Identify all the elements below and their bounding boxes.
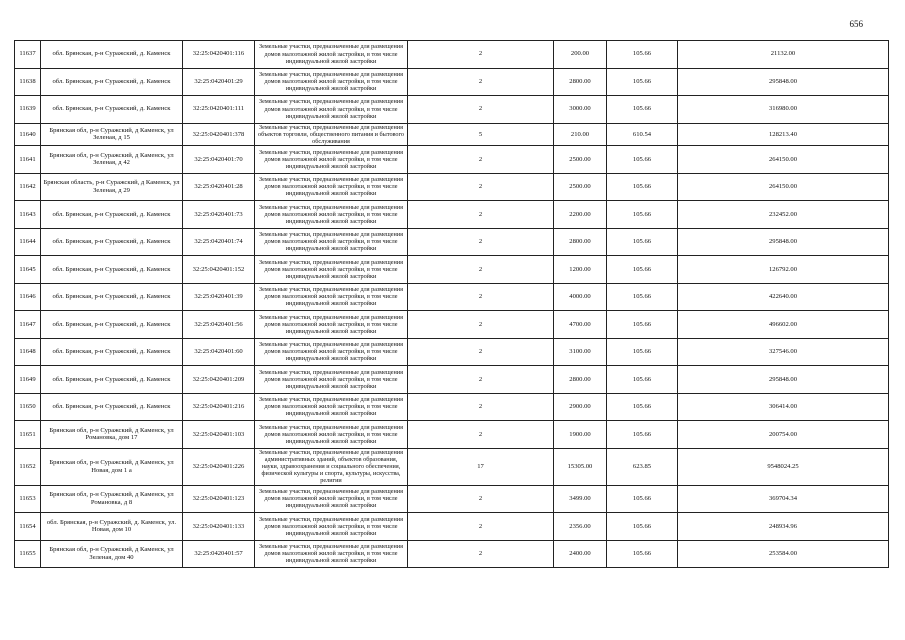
row-number-cell: 11653 bbox=[15, 485, 41, 513]
table-row bbox=[15, 366, 889, 394]
cadastral-value-cell: 248934.96 bbox=[678, 513, 889, 541]
cadastral-value-cell: 369704.34 bbox=[678, 485, 889, 513]
table-row bbox=[15, 173, 889, 201]
cadastral-value-cell: 295848.00 bbox=[678, 228, 889, 256]
land-use-cell: Земельные участки, предназначенные для размещения домов малоэтажной жилой застройки, в том числе индивидуальной жилой застройки bbox=[255, 96, 408, 124]
use-group-cell: 2 bbox=[408, 421, 554, 449]
cadastral-value-cell: 264150.00 bbox=[678, 146, 889, 174]
cadastral-number-cell: 32:25:0420401:57 bbox=[183, 540, 255, 568]
specific-value-cell: 105.66 bbox=[607, 146, 678, 174]
table-row bbox=[15, 421, 889, 449]
area-cell: 1200.00 bbox=[554, 256, 607, 284]
row-number-cell: 11638 bbox=[15, 68, 41, 96]
cadastral-value-cell: 253584.00 bbox=[678, 540, 889, 568]
specific-value-cell: 105.66 bbox=[607, 256, 678, 284]
cadastral-number-cell: 32:25:0420401:60 bbox=[183, 338, 255, 366]
row-number-cell: 11651 bbox=[15, 421, 41, 449]
land-use-cell: Земельные участки, предназначенные для размещения домов малоэтажной жилой застройки, в том числе индивидуальной жилой застройки bbox=[255, 421, 408, 449]
table-row bbox=[15, 41, 889, 69]
land-use-cell: Земельные участки, предназначенные для размещения домов малоэтажной жилой застройки, в том числе индивидуальной жилой застройки bbox=[255, 540, 408, 568]
row-number-cell: 11654 bbox=[15, 513, 41, 541]
cadastral-value-cell: 306414.00 bbox=[678, 393, 889, 421]
area-cell: 15305.00 bbox=[554, 448, 607, 485]
table-row bbox=[15, 283, 889, 311]
land-use-cell: Земельные участки, предназначенные для размещения объектов торговли, общественного питания и бытового обслуживания bbox=[255, 123, 408, 146]
cadastral-value-cell: 496602.00 bbox=[678, 311, 889, 339]
land-use-cell: Земельные участки, предназначенные для размещения домов малоэтажной жилой застройки, в том числе индивидуальной жилой застройки bbox=[255, 201, 408, 229]
use-group-cell: 2 bbox=[408, 311, 554, 339]
land-use-cell: Земельные участки, предназначенные для размещения домов малоэтажной жилой застройки, в том числе индивидуальной жилой застройки bbox=[255, 366, 408, 394]
use-group-cell: 2 bbox=[408, 68, 554, 96]
area-cell: 3499.00 bbox=[554, 485, 607, 513]
use-group-cell: 2 bbox=[408, 96, 554, 124]
specific-value-cell: 105.66 bbox=[607, 311, 678, 339]
land-use-cell: Земельные участки, предназначенные для размещения домов малоэтажной жилой застройки, в том числе индивидуальной жилой застройки bbox=[255, 173, 408, 201]
land-use-cell: Земельные участки, предназначенные для размещения домов малоэтажной жилой застройки, в том числе индивидуальной жилой застройки bbox=[255, 513, 408, 541]
cadastral-value-cell: 295848.00 bbox=[678, 366, 889, 394]
cadastral-number-cell: 32:25:0420401:103 bbox=[183, 421, 255, 449]
area-cell: 2500.00 bbox=[554, 146, 607, 174]
address-cell: Брянская обл, р-н Суражский, д Каменск, ул Зеленая, дом 40 bbox=[41, 540, 183, 568]
table-row bbox=[15, 485, 889, 513]
cadastral-number-cell: 32:25:0420401:74 bbox=[183, 228, 255, 256]
cadastral-number-cell: 32:25:0420401:116 bbox=[183, 41, 255, 69]
area-cell: 2356.00 bbox=[554, 513, 607, 541]
specific-value-cell: 105.66 bbox=[607, 366, 678, 394]
cadastral-number-cell: 32:25:0420401:56 bbox=[183, 311, 255, 339]
area-cell: 1900.00 bbox=[554, 421, 607, 449]
use-group-cell: 17 bbox=[408, 448, 554, 485]
use-group-cell: 5 bbox=[408, 123, 554, 146]
cadastral-number-cell: 32:25:0420401:39 bbox=[183, 283, 255, 311]
use-group-cell: 2 bbox=[408, 283, 554, 311]
specific-value-cell: 623.85 bbox=[607, 448, 678, 485]
address-cell: Брянская область, р-н Суражский, д Каменск, ул Зеленая, д 29 bbox=[41, 173, 183, 201]
table-row bbox=[15, 256, 889, 284]
area-cell: 2200.00 bbox=[554, 201, 607, 229]
land-use-cell: Земельные участки, предназначенные для размещения домов малоэтажной жилой застройки, в том числе индивидуальной жилой застройки bbox=[255, 393, 408, 421]
table-row bbox=[15, 393, 889, 421]
cadastral-value-cell: 327546.00 bbox=[678, 338, 889, 366]
area-cell: 2900.00 bbox=[554, 393, 607, 421]
table-row bbox=[15, 68, 889, 96]
row-number-cell: 11642 bbox=[15, 173, 41, 201]
land-use-cell: Земельные участки, предназначенные для размещения домов малоэтажной жилой застройки, в том числе индивидуальной жилой застройки bbox=[255, 256, 408, 284]
land-use-cell: Земельные участки, предназначенные для размещения домов малоэтажной жилой застройки, в том числе индивидуальной жилой застройки bbox=[255, 283, 408, 311]
cadastral-number-cell: 32:25:0420401:152 bbox=[183, 256, 255, 284]
use-group-cell: 2 bbox=[408, 41, 554, 69]
row-number-cell: 11643 bbox=[15, 201, 41, 229]
specific-value-cell: 610.54 bbox=[607, 123, 678, 146]
address-cell: обл. Брянская, р-н Суражский, д. Каменск bbox=[41, 311, 183, 339]
cadastral-number-cell: 32:25:0420401:209 bbox=[183, 366, 255, 394]
address-cell: обл. Брянская, р-н Суражский, д. Каменск bbox=[41, 283, 183, 311]
use-group-cell: 2 bbox=[408, 146, 554, 174]
table-body bbox=[15, 41, 889, 568]
cadastral-value-cell: 295848.00 bbox=[678, 68, 889, 96]
area-cell: 2800.00 bbox=[554, 228, 607, 256]
land-use-cell: Земельные участки, предназначенные для размещения домов малоэтажной жилой застройки, в том числе индивидуальной жилой застройки bbox=[255, 41, 408, 69]
use-group-cell: 2 bbox=[408, 366, 554, 394]
area-cell: 2500.00 bbox=[554, 173, 607, 201]
address-cell: обл. Брянская, р-н Суражский, д. Каменск bbox=[41, 393, 183, 421]
address-cell: обл. Брянская, р-н Суражский, д. Каменск, ул. Новая, дом 10 bbox=[41, 513, 183, 541]
specific-value-cell: 105.66 bbox=[607, 68, 678, 96]
row-number-cell: 11641 bbox=[15, 146, 41, 174]
address-cell: обл. Брянская, р-н Суражский, д. Каменск bbox=[41, 366, 183, 394]
specific-value-cell: 105.66 bbox=[607, 540, 678, 568]
cadastral-number-cell: 32:25:0420401:216 bbox=[183, 393, 255, 421]
land-use-cell: Земельные участки, предназначенные для размещения домов малоэтажной жилой застройки, в том числе индивидуальной жилой застройки bbox=[255, 228, 408, 256]
cadastral-number-cell: 32:25:0420401:378 bbox=[183, 123, 255, 146]
address-cell: обл. Брянская, р-н Суражский, д. Каменск bbox=[41, 201, 183, 229]
cadastral-number-cell: 32:25:0420401:70 bbox=[183, 146, 255, 174]
table-row bbox=[15, 338, 889, 366]
table-row bbox=[15, 228, 889, 256]
row-number-cell: 11646 bbox=[15, 283, 41, 311]
use-group-cell: 2 bbox=[408, 256, 554, 284]
use-group-cell: 2 bbox=[408, 393, 554, 421]
row-number-cell: 11652 bbox=[15, 448, 41, 485]
table-row bbox=[15, 540, 889, 568]
row-number-cell: 11648 bbox=[15, 338, 41, 366]
cadastral-number-cell: 32:25:0420401:226 bbox=[183, 448, 255, 485]
use-group-cell: 2 bbox=[408, 485, 554, 513]
address-cell: обл. Брянская, р-н Суражский, д. Каменск bbox=[41, 228, 183, 256]
cadastral-number-cell: 32:25:0420401:73 bbox=[183, 201, 255, 229]
specific-value-cell: 105.66 bbox=[607, 41, 678, 69]
specific-value-cell: 105.66 bbox=[607, 513, 678, 541]
table-row bbox=[15, 96, 889, 124]
row-number-cell: 11640 bbox=[15, 123, 41, 146]
address-cell: Брянская обл, р-н Суражский, д Каменск, ул Романовка, дом 17 bbox=[41, 421, 183, 449]
cadastral-number-cell: 32:25:0420401:111 bbox=[183, 96, 255, 124]
specific-value-cell: 105.66 bbox=[607, 421, 678, 449]
area-cell: 2800.00 bbox=[554, 68, 607, 96]
table-row bbox=[15, 123, 889, 146]
address-cell: обл. Брянская, р-н Суражский, д. Каменск bbox=[41, 68, 183, 96]
land-use-cell: Земельные участки, предназначенные для размещения домов малоэтажной жилой застройки, в том числе индивидуальной жилой застройки bbox=[255, 338, 408, 366]
row-number-cell: 11655 bbox=[15, 540, 41, 568]
use-group-cell: 2 bbox=[408, 201, 554, 229]
address-cell: Брянская обл, р-н Суражский, д Каменск, ул Зеленая, д 42 bbox=[41, 146, 183, 174]
row-number-cell: 11645 bbox=[15, 256, 41, 284]
cadastral-number-cell: 32:25:0420401:28 bbox=[183, 173, 255, 201]
table-row bbox=[15, 513, 889, 541]
area-cell: 2400.00 bbox=[554, 540, 607, 568]
area-cell: 3000.00 bbox=[554, 96, 607, 124]
table-row bbox=[15, 201, 889, 229]
address-cell: Брянская обл, р-н Суражский, д Каменск, ул Новая, дом 1 а bbox=[41, 448, 183, 485]
row-number-cell: 11637 bbox=[15, 41, 41, 69]
land-use-cell: Земельные участки, предназначенные для размещения административных зданий, объектов образования, науки, здравоохранения и социального обеспечения, физической культуры и спорта, культуры, искусства, религии bbox=[255, 448, 408, 485]
cadastral-value-cell: 126792.00 bbox=[678, 256, 889, 284]
specific-value-cell: 105.66 bbox=[607, 228, 678, 256]
address-cell: обл. Брянская, р-н Суражский, д. Каменск bbox=[41, 256, 183, 284]
specific-value-cell: 105.66 bbox=[607, 173, 678, 201]
cadastral-value-cell: 316980.00 bbox=[678, 96, 889, 124]
page-number: 656 bbox=[849, 19, 863, 29]
cadastral-value-cell: 21132.00 bbox=[678, 41, 889, 69]
use-group-cell: 2 bbox=[408, 228, 554, 256]
land-use-cell: Земельные участки, предназначенные для размещения домов малоэтажной жилой застройки, в том числе индивидуальной жилой застройки bbox=[255, 68, 408, 96]
use-group-cell: 2 bbox=[408, 173, 554, 201]
address-cell: Брянская обл, р-н Суражский, д Каменск, ул Зеленая, д 15 bbox=[41, 123, 183, 146]
land-use-cell: Земельные участки, предназначенные для размещения домов малоэтажной жилой застройки, в том числе индивидуальной жилой застройки bbox=[255, 485, 408, 513]
table-row bbox=[15, 146, 889, 174]
cadastral-value-cell: 232452.00 bbox=[678, 201, 889, 229]
cadastral-number-cell: 32:25:0420401:123 bbox=[183, 485, 255, 513]
specific-value-cell: 105.66 bbox=[607, 485, 678, 513]
area-cell: 3100.00 bbox=[554, 338, 607, 366]
cadastral-value-cell: 128213.40 bbox=[678, 123, 889, 146]
row-number-cell: 11649 bbox=[15, 366, 41, 394]
use-group-cell: 2 bbox=[408, 338, 554, 366]
specific-value-cell: 105.66 bbox=[607, 283, 678, 311]
specific-value-cell: 105.66 bbox=[607, 96, 678, 124]
area-cell: 210.00 bbox=[554, 123, 607, 146]
use-group-cell: 2 bbox=[408, 540, 554, 568]
area-cell: 200.00 bbox=[554, 41, 607, 69]
specific-value-cell: 105.66 bbox=[607, 201, 678, 229]
area-cell: 4000.00 bbox=[554, 283, 607, 311]
cadastral-value-cell: 200754.00 bbox=[678, 421, 889, 449]
area-cell: 4700.00 bbox=[554, 311, 607, 339]
address-cell: Брянская обл, р-н Суражский, д Каменск, ул Романовка, д 8 bbox=[41, 485, 183, 513]
use-group-cell: 2 bbox=[408, 513, 554, 541]
address-cell: обл. Брянская, р-н Суражский, д. Каменск bbox=[41, 338, 183, 366]
row-number-cell: 11650 bbox=[15, 393, 41, 421]
cadastral-number-cell: 32:25:0420401:29 bbox=[183, 68, 255, 96]
land-use-cell: Земельные участки, предназначенные для размещения домов малоэтажной жилой застройки, в том числе индивидуальной жилой застройки bbox=[255, 311, 408, 339]
cadastral-value-cell: 422640.00 bbox=[678, 283, 889, 311]
land-registry-table bbox=[14, 40, 889, 568]
address-cell: обл. Брянская, р-н Суражский, д. Каменск bbox=[41, 96, 183, 124]
cadastral-value-cell: 264150.00 bbox=[678, 173, 889, 201]
area-cell: 2800.00 bbox=[554, 366, 607, 394]
row-number-cell: 11647 bbox=[15, 311, 41, 339]
table-row bbox=[15, 448, 889, 485]
table-row bbox=[15, 311, 889, 339]
specific-value-cell: 105.66 bbox=[607, 393, 678, 421]
cadastral-value-cell: 9548024.25 bbox=[678, 448, 889, 485]
cadastral-number-cell: 32:25:0420401:133 bbox=[183, 513, 255, 541]
land-use-cell: Земельные участки, предназначенные для размещения домов малоэтажной жилой застройки, в том числе индивидуальной жилой застройки bbox=[255, 146, 408, 174]
row-number-cell: 11644 bbox=[15, 228, 41, 256]
address-cell: обл. Брянская, р-н Суражский, д. Каменск bbox=[41, 41, 183, 69]
row-number-cell: 11639 bbox=[15, 96, 41, 124]
specific-value-cell: 105.66 bbox=[607, 338, 678, 366]
